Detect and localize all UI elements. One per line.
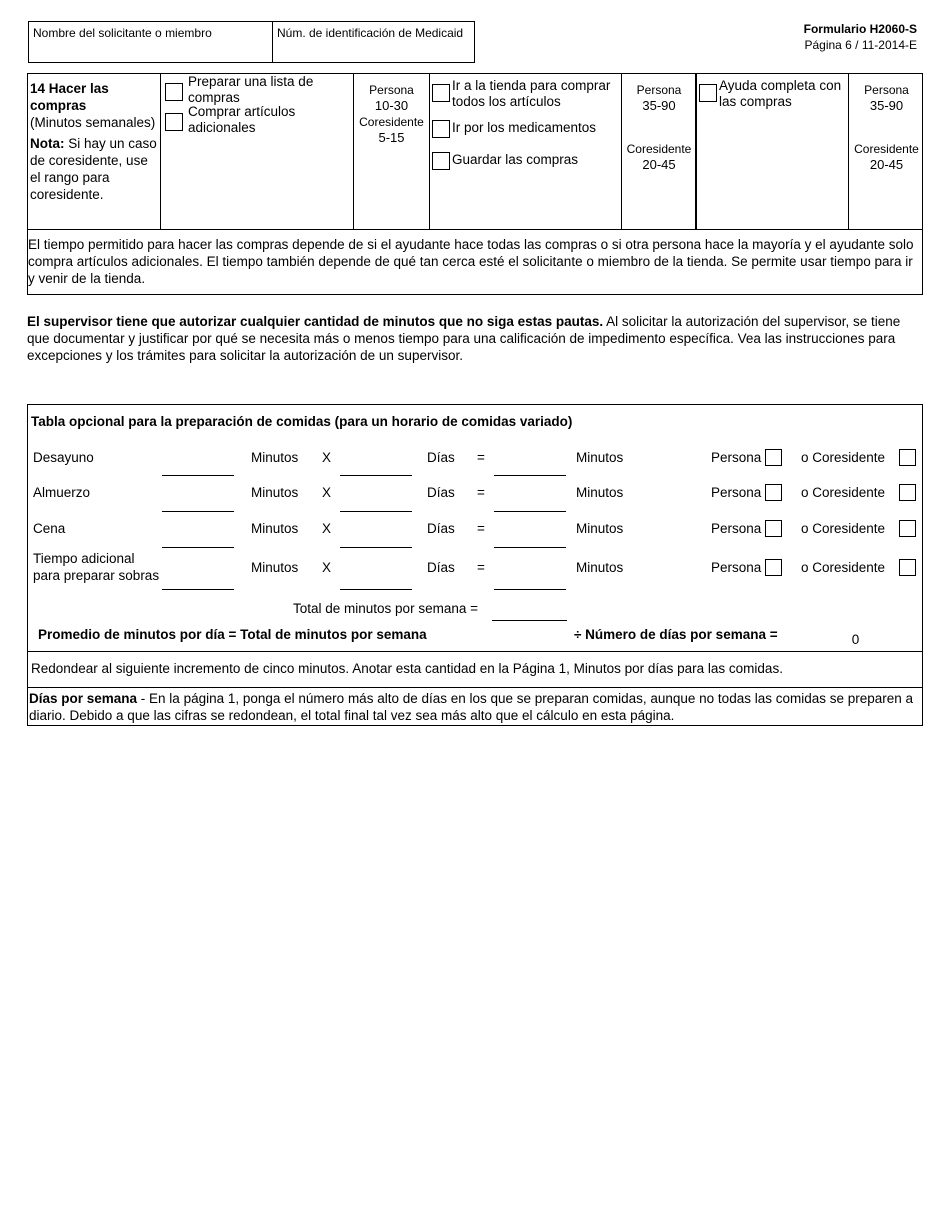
col2-cores-range: 20-45	[642, 157, 676, 172]
meal-times-label: X	[322, 450, 332, 465]
medications-checkbox[interactable]	[432, 120, 450, 138]
col3-cores-label: Coresidente	[854, 142, 919, 156]
col3-cores-range: 20-45	[869, 157, 904, 172]
medications-label: Ir por los medicamentos	[452, 120, 597, 135]
meal-days-input[interactable]	[340, 571, 412, 590]
go-store-checkbox[interactable]	[432, 84, 450, 102]
meal-cores-label: o Coresidente	[801, 560, 886, 575]
meal-cores-checkbox[interactable]	[899, 559, 916, 576]
meal-equals-label: =	[477, 521, 485, 536]
col3-persona-label: Persona	[864, 83, 909, 97]
meal-cores-checkbox[interactable]	[899, 520, 916, 537]
go-store-label: Ir a la tienda para comprar todos los artículos	[452, 78, 611, 109]
shopping-title: 14 Hacer las compras	[30, 81, 109, 113]
supervisor-paragraph: El supervisor tiene que autorizar cualquier cantidad de minutos que no siga estas pautas. Al solicitar la autorización del supervisor, se tiene que documentar y justificar por qué se necesita más o menos tiempo para una calificación de impedimento específica. Vea las instrucciones para excepciones y los trámites para solicitar la autorización de un supervisor.	[27, 314, 901, 363]
meal-minutes-label: Minutos	[251, 560, 299, 575]
store-groceries-label: Guardar las compras	[452, 152, 579, 167]
meal-total-minutes-label: Minutos	[576, 521, 624, 536]
meal-persona-label: Persona	[711, 560, 762, 575]
meal-days-label: Días	[427, 560, 455, 575]
meal-total-input[interactable]	[494, 529, 566, 548]
additional-items-checkbox[interactable]	[165, 113, 183, 131]
meal-days-label: Días	[427, 521, 455, 536]
meal-minutes-label: Minutos	[251, 450, 299, 465]
page-info: Página 6 / 11-2014-E	[804, 38, 917, 52]
round-note: Redondear al siguiente incremento de cinco minutos. Anotar esta cantidad en la Página 1, Minutos por días para las comidas.	[31, 661, 783, 676]
full-help-label: Ayuda completa con las compras	[719, 78, 842, 109]
meal-total-minutes-label: Minutos	[576, 560, 624, 575]
meal-times-label: X	[322, 521, 332, 536]
meal-total-input[interactable]	[494, 457, 566, 476]
meal-times-label: X	[322, 485, 332, 500]
meal-minutes-input[interactable]	[162, 529, 234, 548]
meals-title: Tabla opcional para la preparación de comidas (para un horario de comidas variado)	[31, 414, 573, 429]
applicant-name-field[interactable]	[28, 21, 273, 63]
meal-equals-label: =	[477, 560, 485, 575]
meal-persona-label: Persona	[711, 485, 762, 500]
meal-minutes-label: Minutos	[251, 485, 299, 500]
meal-cores-label: o Coresidente	[801, 485, 886, 500]
meal-row-label: Tiempo adicional para preparar sobras	[33, 551, 160, 583]
total-input[interactable]	[492, 602, 567, 621]
days-note: Días por semana - En la página 1, ponga el número más alto de días en los que se preparan comidas, aunque no todas las comidas se preparen a diario. Debido a que las cifras se redondean, el total final tal vez sea más alto que el cálculo en esta página.	[29, 691, 914, 723]
average-input[interactable]	[446, 633, 559, 652]
meal-cores-checkbox[interactable]	[899, 449, 916, 466]
meal-days-input[interactable]	[340, 457, 412, 476]
meal-persona-checkbox[interactable]	[765, 520, 782, 537]
meal-equals-label: =	[477, 450, 485, 465]
meal-days-input[interactable]	[340, 493, 412, 512]
meal-row-label: Desayuno	[33, 450, 94, 465]
shopping-units: (Minutos semanales)	[30, 115, 156, 130]
shopping-list-checkbox[interactable]	[165, 83, 183, 101]
col2-cores-label: Coresidente	[626, 142, 692, 156]
average-label: Promedio de minutos por día = Total de minutos por semana	[38, 627, 427, 642]
shopping-note: Nota: Si hay un caso de coresidente, use el rango para coresidente.	[30, 136, 157, 202]
meal-minutes-input[interactable]	[162, 571, 234, 590]
form-name: Formulario H2060-S	[803, 22, 917, 36]
divide-label: ÷ Número de días por semana =	[574, 627, 778, 642]
shopping-title-cell	[30, 80, 160, 203]
meal-row-label: Cena	[33, 521, 66, 536]
col1-cores-label: Coresidente	[359, 115, 424, 129]
col2-persona-range: 35-90	[642, 98, 676, 113]
meal-days-label: Días	[427, 450, 455, 465]
meal-equals-label: =	[477, 485, 485, 500]
meal-days-label: Días	[427, 485, 455, 500]
col3-persona-range: 35-90	[869, 98, 904, 113]
meal-minutes-input[interactable]	[162, 493, 234, 512]
meal-times-label: X	[322, 560, 332, 575]
meal-minutes-input[interactable]	[162, 457, 234, 476]
meal-total-input[interactable]	[494, 571, 566, 590]
meal-minutes-label: Minutos	[251, 521, 299, 536]
store-groceries-checkbox[interactable]	[432, 152, 450, 170]
meal-total-input[interactable]	[494, 493, 566, 512]
col2-persona-label: Persona	[636, 83, 682, 97]
meal-cores-checkbox[interactable]	[899, 484, 916, 501]
shopping-explanation: El tiempo permitido para hacer las compras depende de si el ayudante hace todas las compras o si otra persona hace la mayoría y el ayudante solo compra artículos adicionales. El tiempo también depende de qué tan cerca esté el solicitante o miembro de la tienda. Se permite usar tiempo para ir y venir de la tienda.	[28, 237, 914, 286]
applicant-name-label: Nombre del solicitante o miembro	[33, 26, 212, 40]
meal-persona-label: Persona	[711, 450, 762, 465]
shopping-table	[27, 73, 923, 295]
meal-total-minutes-label: Minutos	[576, 485, 624, 500]
meal-persona-label: Persona	[711, 521, 762, 536]
col1-persona-label: Persona	[369, 83, 414, 97]
medicaid-id-field[interactable]	[272, 21, 475, 63]
meal-total-minutes-label: Minutos	[576, 450, 624, 465]
meal-row-label: Almuerzo	[33, 485, 91, 500]
col1-persona-range: 10-30	[374, 98, 409, 113]
full-help-checkbox[interactable]	[699, 84, 717, 102]
col1-cores-range: 5-15	[378, 130, 405, 145]
meal-days-input[interactable]	[340, 529, 412, 548]
meal-cores-label: o Coresidente	[801, 450, 886, 465]
additional-items-label: Comprar artículos adicionales	[188, 104, 296, 135]
medicaid-id-label: Núm. de identificación de Medicaid	[277, 26, 464, 40]
shopping-list-label: Preparar una lista de compras	[188, 74, 314, 105]
total-label: Total de minutos por semana =	[293, 601, 478, 616]
meal-persona-checkbox[interactable]	[765, 559, 782, 576]
meal-persona-checkbox[interactable]	[765, 484, 782, 501]
days-per-week-value[interactable]: 0	[851, 632, 860, 647]
meal-cores-label: o Coresidente	[801, 521, 886, 536]
meal-persona-checkbox[interactable]	[765, 449, 782, 466]
